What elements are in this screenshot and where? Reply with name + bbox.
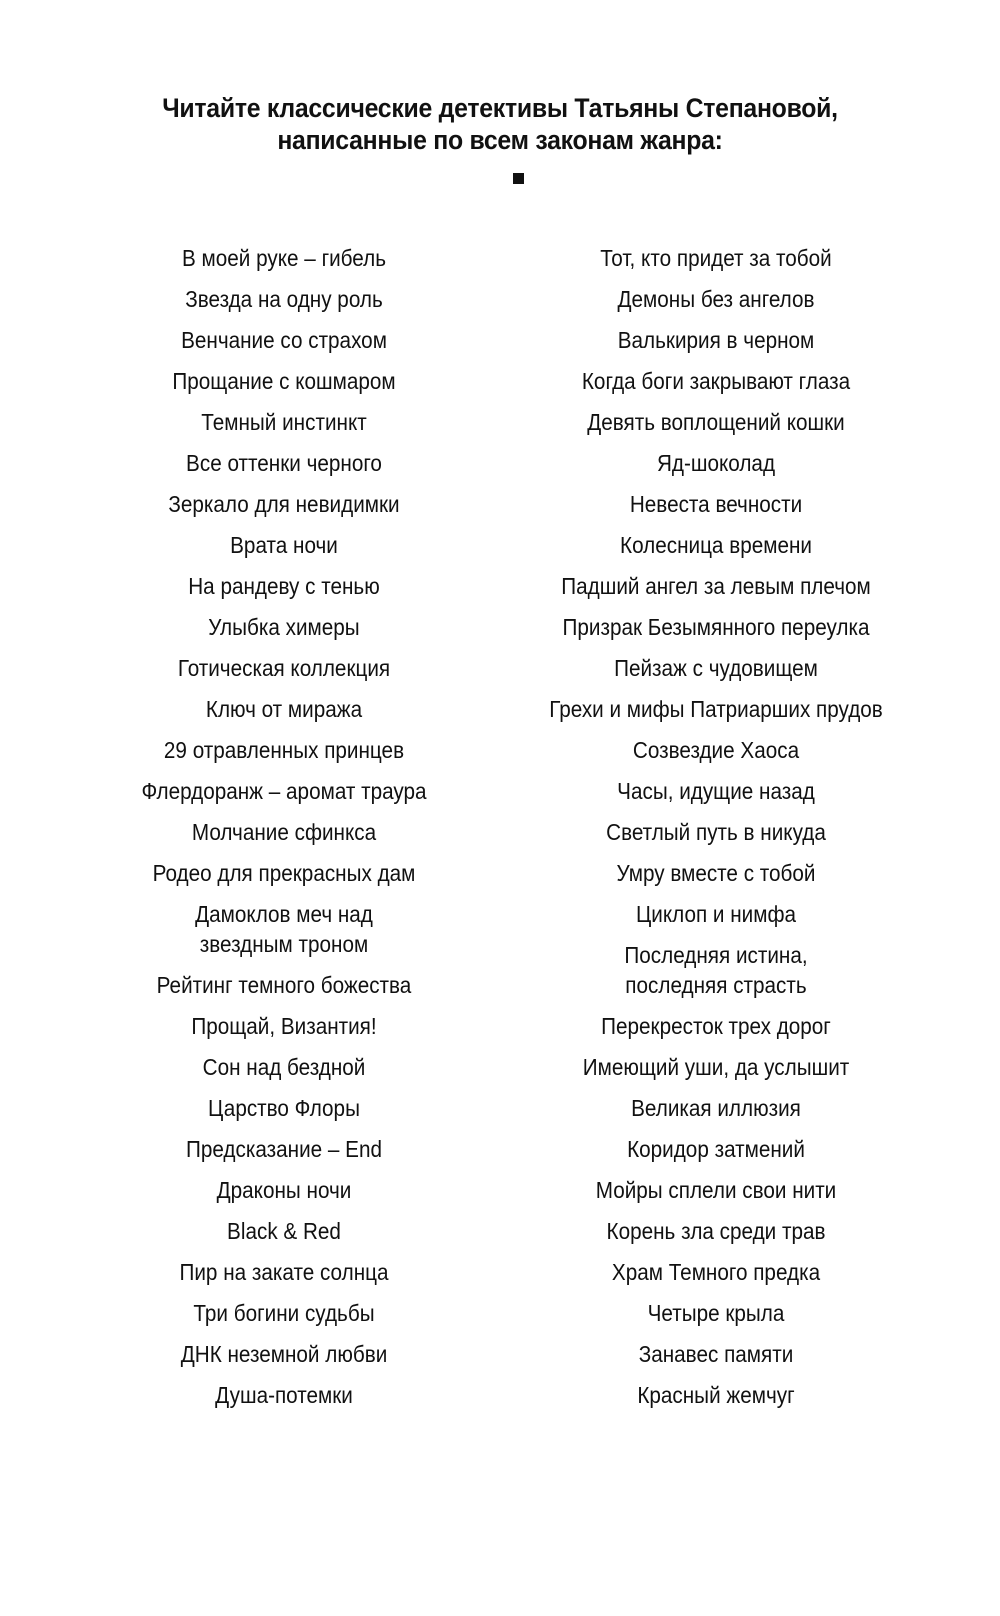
book-title: Невеста вечности xyxy=(629,491,803,517)
book-title: Сон над бездной xyxy=(202,1054,366,1080)
book-title: Яд-шоколад xyxy=(656,450,776,476)
book-title: Падший ангел за левым плечом xyxy=(561,573,871,599)
book-title: Призрак Безымянного переулка xyxy=(562,614,870,640)
book-title: Корень зла среди трав xyxy=(606,1218,826,1244)
book-title: Родео для прекрасных дам xyxy=(152,860,416,886)
book-title: Звезда на одну роль xyxy=(185,286,383,312)
book-title: Перекресток трех дорог xyxy=(601,1013,831,1039)
book-title: Валькирия в черном xyxy=(617,327,815,353)
book-title: Три богини судьбы xyxy=(193,1300,375,1326)
book-title: Четыре крыла xyxy=(647,1300,785,1326)
book-title: Великая иллюзия xyxy=(631,1095,801,1121)
book-title: Светлый путь в никуда xyxy=(606,819,826,845)
book-title: Умру вместе с тобой xyxy=(616,860,816,886)
book-title: Зеркало для невидимки xyxy=(168,491,400,517)
book-title: Созвездие Хаоса xyxy=(632,737,800,763)
book-title: Предсказание – End xyxy=(185,1136,383,1162)
book-title-line: последняя страсть xyxy=(625,972,807,998)
book-title: Black & Red xyxy=(227,1218,341,1244)
book-title: Улыбка химеры xyxy=(208,614,360,640)
book-title: Пейзаж с чудовищем xyxy=(614,655,818,681)
book-title: Когда боги закрывают глаза xyxy=(581,368,851,394)
square-bullet-icon xyxy=(513,173,524,184)
book-title: Мойры сплели свои нити xyxy=(595,1177,837,1203)
book-title: В моей руке – гибель xyxy=(181,245,386,271)
heading-line-1: Читайте классические детективы Татьяны Степановой, xyxy=(162,93,838,123)
book-title: Флердоранж – аромат траура xyxy=(141,778,427,804)
book-title: Демоны без ангелов xyxy=(617,286,815,312)
book-title: Грехи и мифы Патриарших прудов xyxy=(549,696,883,722)
book-title: 29 отравленных принцев xyxy=(163,737,405,763)
book-title: Прощание с кошмаром xyxy=(172,368,396,394)
book-title: Циклоп и нимфа xyxy=(635,901,797,927)
book-title-line: Последняя истина, xyxy=(624,942,808,968)
book-title: Все оттенки черного xyxy=(186,450,382,476)
book-title xyxy=(536,940,896,1000)
book-title: Царство Флоры xyxy=(208,1095,360,1121)
book-title: Рейтинг темного божества xyxy=(156,972,412,998)
left-title-column xyxy=(84,243,484,1421)
book-title: Ключ от миража xyxy=(205,696,363,722)
heading-line-2: написанные по всем законам жанра: xyxy=(277,125,723,155)
book-title: ДНК неземной любви xyxy=(180,1341,388,1367)
book-title-line: звездным троном xyxy=(199,931,369,957)
book-title: Молчание сфинкса xyxy=(191,819,377,845)
book-title: Тот, кто придет за тобой xyxy=(600,245,832,271)
book-title: Темный инстинкт xyxy=(201,409,367,435)
page-heading xyxy=(40,92,960,156)
book-title: Пир на закате солнца xyxy=(179,1259,389,1285)
right-title-column xyxy=(516,243,916,1421)
book-title: Душа-потемки xyxy=(215,1382,353,1408)
book-title: Прощай, Византия! xyxy=(191,1013,377,1039)
book-title: Врата ночи xyxy=(230,532,338,558)
book-title xyxy=(104,899,464,959)
book-title: Храм Темного предка xyxy=(611,1259,821,1285)
book-title: Занавес памяти xyxy=(638,1341,794,1367)
book-title: Часы, идущие назад xyxy=(617,778,815,804)
book-title: Коридор затмений xyxy=(627,1136,805,1162)
book-title: Драконы ночи xyxy=(216,1177,352,1203)
book-title: Имеющий уши, да услышит xyxy=(582,1054,850,1080)
book-title-line: Дамоклов меч над xyxy=(195,901,373,927)
book-title: Девять воплощений кошки xyxy=(587,409,845,435)
book-title: Готическая коллекция xyxy=(177,655,391,681)
book-title: Венчание со страхом xyxy=(181,327,387,353)
book-title: Красный жемчуг xyxy=(637,1382,795,1408)
book-title: На рандеву с тенью xyxy=(188,573,380,599)
book-title: Колесница времени xyxy=(620,532,812,558)
